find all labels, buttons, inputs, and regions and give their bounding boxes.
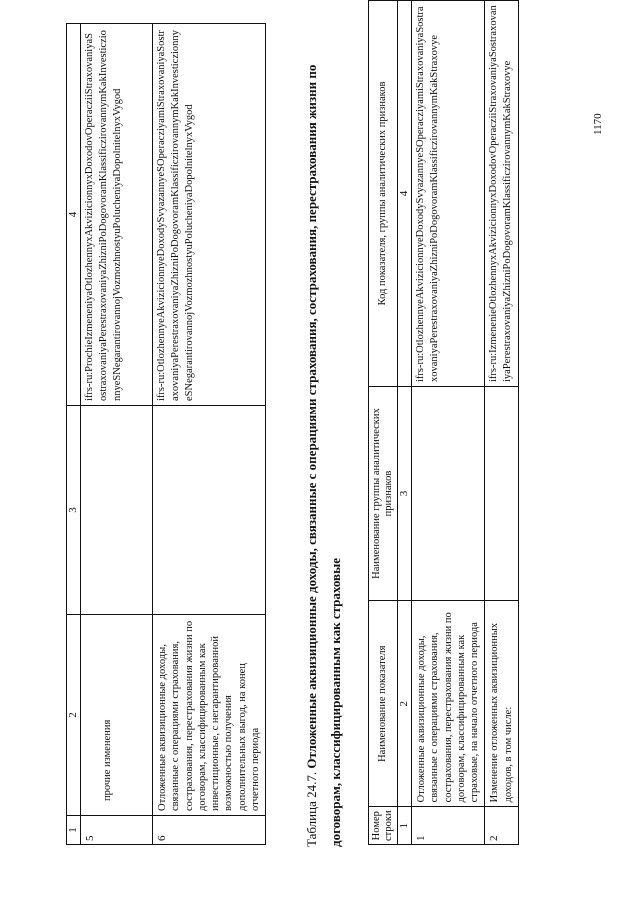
row-number: 6 (153, 816, 266, 845)
column-number: 1 (67, 816, 81, 845)
row-name: Отложенные аквизиционные доходы, связанные с операциями страхования, сострахования, перестрахования жизни по договорам, классифицированным как страховые, на начало отчетного периода (412, 601, 485, 807)
row-group (81, 406, 153, 615)
column-number: 4 (398, 1, 412, 387)
row-group (485, 386, 519, 600)
row-code: ifrs-ru:OtlozhennyeAkvizicionnyeDoxodySvyazannyeSOperacziyamiStraxovaniyaSostraxovaniyaPerestraxovaniyaZhizniPoDogovoramKlassificzirovannymKakInvesticzionnyeSNegarantirovannojVozmozhnostyuPolucheniyaDopolnitelnyxVygod (153, 24, 266, 406)
caption-title: Отложенные аквизиционные доходы, связанные с операциями страхования, сострахования, перестрахования жизни по договорам, классифицированным как страховые (304, 64, 343, 847)
row-code: ifrs-ru:OtlozhennyeAkvizicionnyeDoxodySvyazannyeSOperacziyamiStraxovaniyaSostraxovaniyaPerestraxovaniyaZhizniPoDogovoramKlassificzirovannymKakStraxovye (412, 1, 485, 387)
row-name: Отложенные аквизиционные доходы, связанные с операциями страхования, сострахования, перестрахования жизни по договорам, классифицированным как инвестиционные, с негарантированной возможностью получения дополнительных выгод, на конец отчетного периода (153, 615, 266, 816)
row-code: ifrs-ru:IzmenenieOtlozhennyxAkvizicionnyxDoxodovOperacziiStraxovaniyaSostraxovaniyaPerestraxovaniyaZhizniPoDogovoramKlassificzirovannymKakStraxovye (485, 1, 519, 387)
table-row (485, 1, 519, 845)
column-number: 3 (398, 386, 412, 600)
header-row (369, 1, 398, 845)
row-group (153, 406, 266, 615)
caption-label: Таблица 24.7. (304, 771, 319, 847)
column-number: 1 (398, 807, 412, 845)
row-number: 5 (81, 816, 153, 845)
table-row (81, 24, 153, 845)
row-code: ifrs-ru:ProchieIzmeneniyaOtlozhennyxAkvizicionnyxDoxodovOperacziiStraxovaniyaSostraxovaniyaPerestraxovaniyaZhizniPoDogovoramKlassificzirovannymKakInvesticzionnyeSNegarantirovannojVozmozhnostyuPolucheniyaDopolnitelnyxVygod (81, 24, 153, 406)
header-cell: Наименование группы аналитических признаков (369, 386, 398, 600)
table-row (412, 1, 485, 845)
column-number: 2 (398, 601, 412, 807)
header-cell: Номер строки (369, 807, 398, 845)
column-number: 2 (67, 615, 81, 816)
row-name: Изменение отложенных аквизиционных доходов, в том числе: (485, 601, 519, 807)
column-number-row (67, 24, 81, 845)
row-group (412, 386, 485, 600)
table-continuation (66, 23, 266, 845)
header-cell: Наименование показателя (369, 601, 398, 807)
table-row (153, 24, 266, 845)
table-caption (300, 57, 348, 847)
column-number: 4 (67, 24, 81, 406)
column-number-row (398, 1, 412, 845)
header-cell: Код показателя, группы аналитических признаков (369, 1, 398, 387)
row-number: 2 (485, 807, 519, 845)
row-number: 1 (412, 807, 485, 845)
row-name: прочие изменения (81, 615, 153, 816)
page-number: 1170 (592, 113, 604, 135)
table-24-7 (368, 0, 519, 845)
column-number: 3 (67, 406, 81, 615)
